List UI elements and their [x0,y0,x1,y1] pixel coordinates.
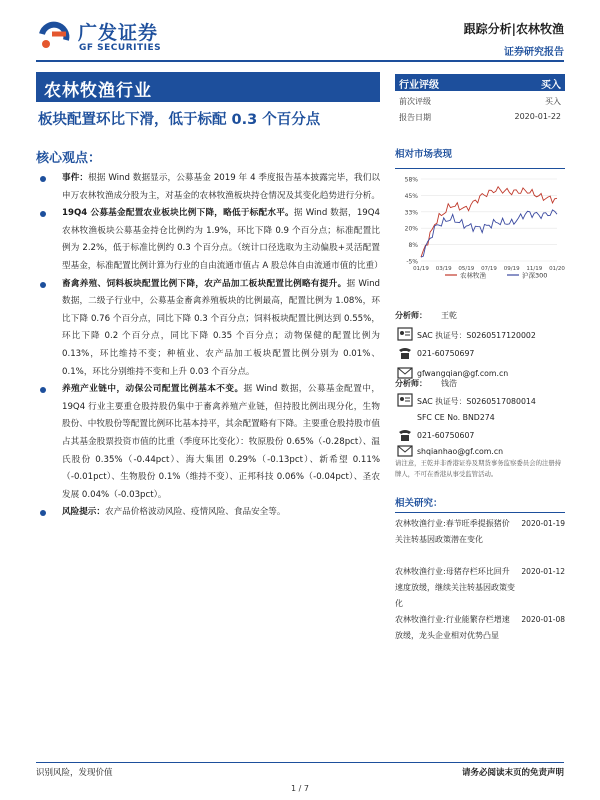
report-subtitle: 证券研究报告 [504,47,564,58]
industry-banner: 农林牧渔行业 [36,72,380,102]
bullet-dot-icon [40,282,46,288]
bullet-lead: 19Q4 公募基金配置农业板块比例下降，略低于标配水平。 [62,208,294,219]
logo-mark-icon [36,16,74,52]
list-item [40,504,380,522]
email-icon [397,444,413,458]
x-tick-label: 09/19 [503,266,520,272]
company-logo [36,16,186,54]
analyst-label: 分析师： [395,311,427,320]
y-tick-label: 45% [404,192,418,200]
y-tick-label: 20% [404,225,418,233]
bullet-lead: 畜禽养殖、饲料板块配置比例下降，农产品加工板块配置比例略有提升。 [62,278,347,289]
market-chart-title: 相对市场表现 [395,149,453,160]
list-item [40,381,380,504]
logo-cn-text: 广发证券 [78,22,159,44]
series-line [421,210,557,257]
report-headline: 板块配置环比下滑，低于标配 0.3 个百分点 [38,112,321,128]
bullet-text: 据 Wind 数据，二级子行业中，公募基金畜禽养殖板块的比例最高，配置比例为 1.08%，环比下降 0.76 个百分点，同比下降 0.3 个百分点；饲料板块配置比例达到 0.55%，环比下降 0.2 个百分点，同比下降 0.35 个百分点；动物保健的配置比例为 0.13%，环比维持不变；种植业、农产品加工板块配置比例分别为 0.01%、0.1%，环比分别维持不变和上升 0.03 个百分点。 [62,278,380,377]
bullet-lead: 养殖产业链中，动保公司配置比例基本不变。 [62,384,244,395]
report-date-label: 报告日期 [399,113,431,122]
footer-disclaimer-link[interactable]: 请务必阅读末页的免责声明 [461,768,564,778]
related-item[interactable] [395,564,565,612]
relative-performance-chart [395,168,565,288]
header-divider [36,60,564,62]
analyst-name: 钱浩 [441,379,457,388]
y-tick-label: -5% [406,258,418,266]
id-card-icon [397,327,413,341]
x-tick-label: 03/19 [435,266,452,272]
bullet-text: 根据 Wind 数据显示，公募基金 2019 年 4 季度报告基本披露完毕，我们以申万农林牧渔成分股为主，对基金的农林牧渔板块持仓情况及其变化趋势进行分析。 [62,173,380,201]
rating-value: 买入 [541,80,561,91]
footer-divider [36,762,564,763]
list-item [40,276,380,382]
page-number: 1 / 7 [291,784,309,793]
y-tick-label: 58% [404,176,418,184]
prev-rating-label: 前次评级 [399,97,431,106]
rating-label: 行业评级 [399,80,439,91]
x-tick-label: 11/19 [526,266,543,272]
id-card-icon [397,393,413,407]
bullet-text: 据 Wind 数据，19Q4 农林牧渔板块公募基金持仓比例约为 1.9%，环比下降 0.9 个百分点；标准配置比例为 2.2%，低于标准比例约 0.3 个百分点。（统计口径选取为主动偏股+灵活配置型基金，标准配置比例计算为行业的自由流通市值占 A 股总体自由流通市值的比重） [62,208,383,271]
list-item [40,170,380,205]
phone-icon [397,346,413,360]
x-tick-label: 05/19 [458,266,475,272]
bullet-dot-icon [40,510,46,516]
x-tick-label: 01/20 [549,266,565,272]
related-item-text[interactable]: 农林牧渔行业:母猪存栏环比回升速度放缓，继续关注转基因政策变化 [395,567,515,608]
related-research-title: 相关研究： [395,495,565,513]
analyst-name: 王乾 [441,311,457,320]
bullet-lead: 事件： [62,173,89,183]
y-tick-label: 33% [404,209,418,217]
logo-en-text: GF SECURITIES [79,43,162,53]
phone-icon [397,428,413,442]
related-item[interactable] [395,612,565,644]
bullet-dot-icon [40,387,46,393]
report-date-value: 2020-01-22 [514,112,561,121]
core-views-title: 核心观点： [36,151,102,166]
bullet-text: 农产品价格波动风险、疫情风险、食品安全等。 [104,507,286,518]
related-item-date: 2020-01-08 [521,615,565,624]
analyst-label: 分析师： [395,379,427,388]
rating-header [395,74,565,91]
legend-label: 农林牧渔 [460,271,486,280]
y-tick-label: 8% [408,242,418,250]
core-views-list [40,170,383,522]
footer-slogan: 识别风险，发现价值 [36,768,113,778]
legend-label: 沪深300 [522,271,548,280]
analyst-phone: 021-60750607 [417,431,475,440]
analyst-sac: SAC 执证号：S0260517120002 [417,331,536,340]
related-item-text[interactable]: 农林牧渔行业:春节旺季提振猪价 关注转基因政策潜在变化 [395,519,510,544]
prev-rating-value: 买入 [545,97,561,106]
bullet-dot-icon [40,176,46,182]
report-type: 跟踪分析|农林牧渔 [463,22,564,36]
analyst-block-2 [395,378,565,458]
related-item-text[interactable]: 农林牧渔行业:行业能繁存栏增速放缓，龙头企业相对优势凸显 [395,615,510,640]
report-header [464,20,564,58]
analyst-phone: 021-60750697 [417,349,475,358]
series-line [421,187,557,257]
related-item[interactable] [395,516,565,548]
analyst-sfc: SFC CE No. BND274 [417,413,495,422]
x-tick-label: 01/19 [413,266,429,272]
bullet-lead: 风险提示： [62,507,105,518]
analyst-email[interactable]: shqianhao@gf.com.cn [417,447,504,456]
disclaimer-note: 请注意，王乾并非香港证券及期货事务监察委员会的注册持牌人，不可在香港从事受监管活动。 [395,459,562,478]
related-item-date: 2020-01-19 [521,519,565,528]
bullet-text: 据 Wind 数据，公募基金配置中，19Q4 行业主要重仓股持股仍集中于畜禽养殖产业链，但持股比例出现分化，生物股份、中牧股份等配置比例环比基本持平，其余配置略有下降。主要重仓股持股市值占其基金股票投资市值的比重（季度环比变化）：牧原股份 0.65%（-0.28pct）、温氏股份 0.35%（-0.44pct）、海大集团 0.29%（-0.13pct）、新希望 0.11%（-0.01pct）、生物股份 0.1%（维持不变）、正邦科技 0.06%（-0.04pct）、圣农发展 0.04%（-0.03pct）。 [62,384,380,500]
analyst-sac: SAC 执证号：S0260517080014 [417,397,536,406]
list-item [40,205,383,275]
x-tick-label: 07/19 [481,266,497,272]
analyst-email[interactable]: gfwangqian@gf.com.cn [417,369,509,378]
bullet-dot-icon [40,211,46,217]
related-item-date: 2020-01-12 [521,567,565,576]
chart-svg [395,169,565,289]
